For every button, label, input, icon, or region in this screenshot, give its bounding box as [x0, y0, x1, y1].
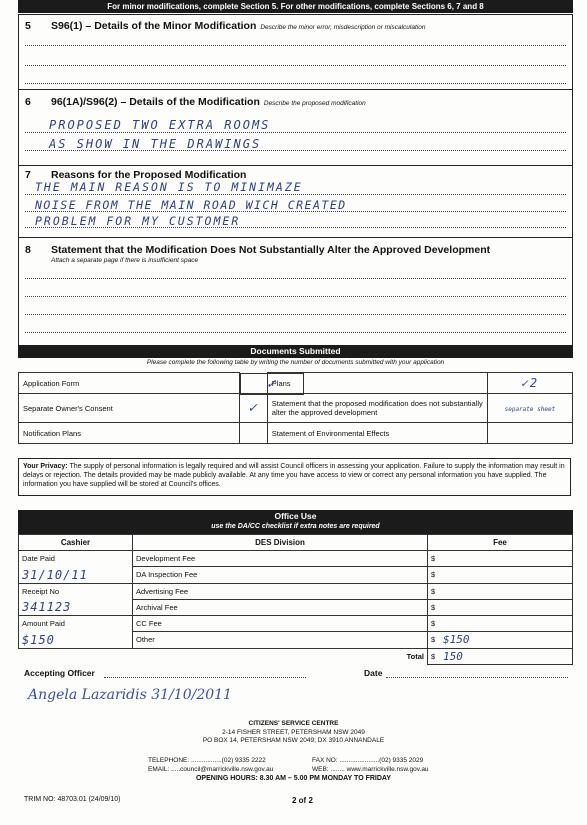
doc-count-cell[interactable] [487, 423, 572, 444]
handwritten-modification-line-1: PROPOSED TWO EXTRA ROOMS [49, 118, 271, 132]
table-row [19, 599, 573, 616]
doc-label: Notification Plans [19, 423, 240, 444]
accepting-officer-label: Accepting Officer [24, 668, 95, 678]
footer-address-2: PO BOX 14, PETERSHAM NSW 2049; DX 3910 ANNANDALE [202, 737, 385, 744]
table-row [19, 373, 573, 394]
privacy-label: Your Privacy: [23, 463, 68, 470]
other-fee-cell[interactable] [440, 632, 573, 649]
documents-title: Documents Submitted [18, 345, 573, 358]
total-cell[interactable] [440, 648, 573, 664]
doc-count: separate sheet [504, 405, 556, 413]
trim-number: TRIM NO: 48703.01 (24/09/10) [24, 796, 121, 803]
table-row [19, 535, 573, 551]
footer-address-1: 2-14 FISHER STREET, PETERSHAM NSW 2049 [222, 728, 365, 736]
col-cashier: Cashier [19, 535, 133, 551]
currency-sign: $ [428, 551, 441, 567]
section-6-title: 96(1A)/S96(2) – Details of the Modification [51, 96, 260, 108]
blank-line[interactable] [25, 296, 566, 297]
blank-line[interactable] [25, 132, 566, 133]
fee-amount[interactable] [440, 599, 573, 616]
section-5-desc: Describe the minor error, misdescription or miscalculation [260, 24, 426, 31]
table-row [19, 394, 573, 423]
footer-fax: FAX NO: ......................(02) 9335 2029 [312, 757, 424, 764]
fee-label: Other [133, 632, 428, 649]
section-6-desc: Describe the proposed modification [263, 100, 366, 107]
receipt-label: Receipt No [19, 583, 133, 599]
top-banner: For minor modifications, complete Section 5. For other modifications, complete Sections 6, 7 and 8 [18, 0, 573, 13]
table-row [19, 551, 573, 567]
currency-sign: $ [428, 567, 441, 584]
date-paid-label: Date Paid [19, 551, 133, 567]
documents-instruction: Please complete the following table by writing the number of documents submitted with your application [146, 359, 445, 366]
amount-paid-cell[interactable] [19, 632, 133, 649]
fee-amount[interactable] [440, 583, 573, 599]
doc-label: Plans [267, 373, 487, 394]
footer-hours: OPENING HOURS: 8.30 AM – 5.00 PM MONDAY TO FRIDAY [195, 775, 391, 782]
footer [0, 720, 587, 746]
doc-label: Statement of Environmental Effects [267, 423, 487, 444]
section-8 [18, 237, 573, 346]
doc-label: Separate Owner's Consent [19, 394, 240, 423]
fee-label: CC Fee [133, 616, 428, 632]
doc-count: ✓ [248, 400, 259, 416]
blank-line[interactable] [25, 314, 566, 315]
fee-label: DA Inspection Fee [133, 567, 428, 584]
amount-paid-label: Amount Paid [19, 616, 133, 632]
total-value: 150 [443, 649, 463, 663]
footer-contact-left [148, 756, 273, 774]
other-fee-value: $150 [443, 633, 470, 647]
handwritten-reason-line-1: THE MAIN REASON IS TO MINIMAZE [35, 180, 303, 194]
section-5-number: 5 [25, 20, 31, 32]
blank-line[interactable] [25, 65, 566, 66]
section-6 [18, 89, 573, 167]
footer-web[interactable]: WEB: ........ www.marrickville.nsw.gov.au [312, 766, 429, 773]
doc-count-cell[interactable] [240, 423, 268, 444]
footer-centre: CITIZENS' SERVICE CENTRE [248, 720, 339, 727]
date-label: Date [364, 668, 383, 678]
handwritten-modification-line-2: AS SHOW IN THE DRAWINGS [49, 137, 262, 151]
blank-line[interactable] [25, 278, 566, 279]
blank-line[interactable] [25, 332, 566, 333]
section-7-title: Reasons for the Proposed Modification [51, 169, 247, 181]
officer-signature: Angela Lazaridis 31/10/2011 [28, 687, 232, 703]
currency-sign: $ [428, 599, 441, 616]
doc-count: ✓2 [520, 376, 540, 390]
fee-amount[interactable] [440, 567, 573, 584]
doc-count-cell[interactable] [240, 373, 304, 395]
section-5-title: S96(1) – Details of the Minor Modification [51, 20, 257, 32]
office-use-subtitle: use the DA/CC checklist if extra notes are required [211, 523, 380, 530]
receipt-cell[interactable] [19, 599, 133, 616]
date-field[interactable] [386, 677, 568, 678]
date-paid-cell[interactable] [19, 567, 133, 584]
handwritten-reason-line-2: NOISE FROM THE MAIN ROAD WICH CREATED [35, 198, 347, 212]
currency-sign: $ [428, 583, 441, 599]
doc-label: Statement that the proposed modification does not substantially alter the approved development [267, 394, 487, 423]
documents-table [18, 372, 573, 444]
doc-count-cell[interactable] [240, 394, 268, 423]
table-row [19, 616, 573, 632]
footer-contact-right [312, 756, 429, 774]
col-des-division: DES Division [133, 535, 428, 551]
doc-count: ✓ [266, 375, 278, 392]
doc-count-cell[interactable] [487, 394, 572, 423]
currency-sign: $ [428, 616, 441, 632]
page-number: 2 of 2 [292, 796, 313, 805]
office-use-header [18, 510, 573, 534]
accepting-officer-field[interactable] [104, 677, 306, 678]
table-row [19, 423, 573, 444]
fee-label: Advertising Fee [133, 583, 428, 599]
section-6-number: 6 [25, 96, 31, 108]
section-8-number: 8 [25, 244, 31, 256]
office-use-title: Office Use [274, 511, 317, 521]
table-row [19, 583, 573, 599]
blank-line[interactable] [25, 83, 566, 84]
section-5 [18, 14, 573, 91]
office-use-table [18, 534, 573, 665]
date-paid-value: 31/10/11 [22, 567, 88, 582]
handwritten-reason-line-3: PROBLEM FOR MY CUSTOMER [35, 214, 241, 228]
table-row [19, 567, 573, 584]
privacy-notice [18, 458, 571, 496]
receipt-value: 341123 [22, 600, 72, 614]
doc-count-cell[interactable] [487, 373, 572, 394]
currency-sign: $ [428, 648, 441, 664]
fee-label: Archival Fee [133, 599, 428, 616]
section-8-title: Statement that the Modification Does Not Substantially Alter the Approved Development [51, 244, 491, 256]
table-row [19, 648, 573, 664]
blank-line[interactable] [25, 194, 566, 195]
section-8-desc: Attach a separate page if there is insufficient space [51, 257, 199, 264]
fee-amount[interactable] [440, 551, 573, 567]
section-7-number: 7 [25, 169, 31, 181]
fee-amount[interactable] [440, 616, 573, 632]
fee-label: Development Fee [133, 551, 428, 567]
amount-paid-value: $150 [22, 632, 55, 647]
footer-telephone: TELEPHONE: .................(02) 9335 2222 [148, 757, 266, 764]
table-row [19, 632, 573, 649]
section-7 [18, 165, 573, 239]
col-fee: Fee [428, 535, 573, 551]
doc-label: Application Form [19, 373, 240, 394]
currency-sign: $ [428, 632, 441, 649]
privacy-text: The supply of personal information is legally required and will assist Council officers in assessing your application. Failure to supply the information may result in delays or rejection. The details provided may be made publicly available. At any time you have access to view or correct any personal information you have supplied. The information you have supplied will be stored at Council's offices. [23, 463, 565, 488]
total-label: Total [133, 648, 428, 664]
footer-email[interactable]: EMAIL: .....council@marrickville.nsw.gov.au [148, 766, 274, 773]
blank-line[interactable] [25, 45, 566, 46]
